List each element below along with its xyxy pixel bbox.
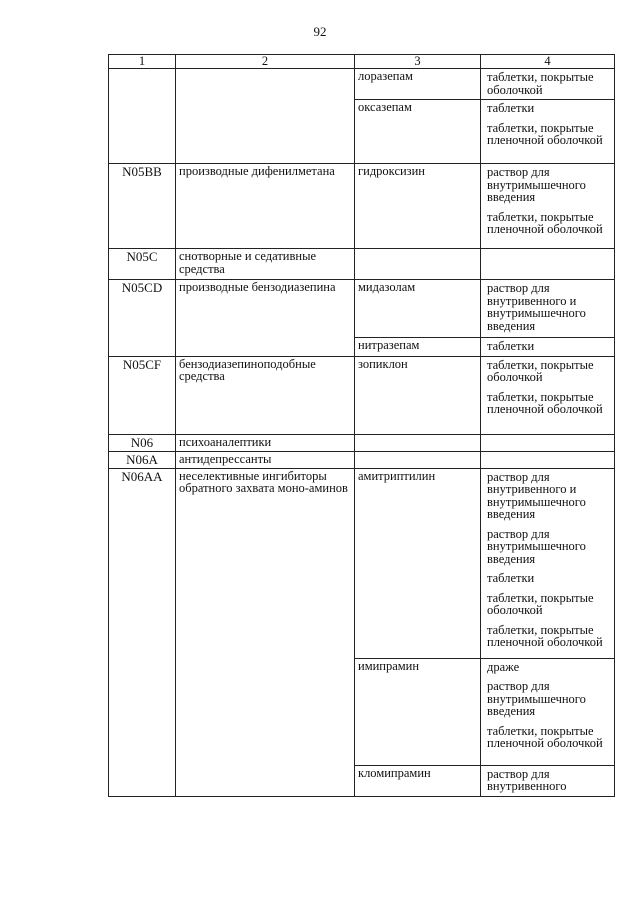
dosage-forms bbox=[481, 658, 615, 765]
atc-code: N06 bbox=[109, 434, 176, 451]
table-row bbox=[109, 249, 615, 280]
table-row bbox=[109, 434, 615, 451]
dosage-form: раствор для внутривенного и внутримышечного введения bbox=[487, 469, 586, 521]
atc-code: N05C bbox=[109, 249, 176, 280]
drug-name: зопиклон bbox=[355, 356, 481, 434]
group-name: производные дифенилметана bbox=[176, 164, 355, 249]
table-header-row bbox=[109, 55, 615, 69]
page-number: 92 bbox=[313, 24, 327, 39]
dosage-form: таблетки, покрытые пленочной оболочкой bbox=[487, 389, 603, 416]
drug-name: гидроксизин bbox=[355, 164, 481, 249]
dosage-forms bbox=[481, 280, 615, 338]
column-header-1: 1 bbox=[109, 55, 176, 69]
table-row bbox=[109, 468, 615, 658]
dosage-forms bbox=[481, 164, 615, 249]
group-name: психоаналептики bbox=[176, 434, 355, 451]
drug-name: лоразепам bbox=[355, 69, 481, 100]
atc-code: N05CF bbox=[109, 356, 176, 434]
drug-name: амитриптилин bbox=[355, 468, 481, 658]
group-name: неселективные ингибиторы обратного захвата моно-аминов bbox=[176, 468, 355, 796]
atc-code: N06AA bbox=[109, 468, 176, 796]
drug-name: мидазолам bbox=[355, 280, 481, 338]
table-row bbox=[109, 69, 615, 100]
dosage-form: таблетки, покрытые пленочной оболочкой bbox=[487, 120, 603, 147]
dosage-form: таблетки, покрытые оболочкой bbox=[487, 590, 594, 617]
dosage-forms bbox=[481, 338, 615, 357]
drug-name: имипрамин bbox=[355, 658, 481, 765]
dosage-form: таблетки bbox=[487, 101, 535, 115]
dosage-form: таблетки, покрытые пленочной оболочкой bbox=[487, 622, 603, 649]
dosage-form: раствор для внутривенного bbox=[487, 766, 567, 793]
drug-name-empty bbox=[355, 249, 481, 280]
dosage-forms bbox=[481, 468, 615, 658]
drug-name-empty bbox=[355, 434, 481, 451]
column-header-4: 4 bbox=[481, 55, 615, 69]
group-name: снотворные и седативные средства bbox=[176, 249, 355, 280]
dosage-form: раствор для внутривенного и внутримышечного введения bbox=[487, 281, 586, 333]
dosage-form-empty bbox=[481, 249, 615, 280]
drug-name: нитразепам bbox=[355, 338, 481, 357]
dosage-form: раствор для внутримышечного введения bbox=[487, 526, 586, 566]
table-body bbox=[109, 69, 615, 797]
drug-list-table bbox=[108, 54, 615, 797]
group-name bbox=[176, 69, 355, 164]
dosage-form-empty bbox=[481, 451, 615, 468]
dosage-form: драже bbox=[487, 659, 520, 674]
dosage-form: таблетки bbox=[487, 339, 535, 353]
dosage-form: раствор для внутримышечного введения bbox=[487, 679, 586, 718]
dosage-form: таблетки, покрытые оболочкой bbox=[487, 357, 594, 384]
table-row bbox=[109, 451, 615, 468]
dosage-forms bbox=[481, 765, 615, 796]
drug-name-empty bbox=[355, 451, 481, 468]
group-name: бензодиазепиноподобные средства bbox=[176, 356, 355, 434]
dosage-forms bbox=[481, 356, 615, 434]
atc-code: N05CD bbox=[109, 280, 176, 357]
dosage-form: таблетки bbox=[487, 571, 535, 585]
drug-name: кломипрамин bbox=[355, 765, 481, 796]
dosage-form: таблетки, покрытые пленочной оболочкой bbox=[487, 723, 603, 750]
column-header-3: 3 bbox=[355, 55, 481, 69]
group-name: антидепрессанты bbox=[176, 451, 355, 468]
dosage-form: таблетки, покрытые пленочной оболочкой bbox=[487, 209, 603, 236]
table-row bbox=[109, 280, 615, 338]
dosage-form-empty bbox=[481, 434, 615, 451]
atc-code: N05BB bbox=[109, 164, 176, 249]
dosage-form: таблетки, покрытые оболочкой bbox=[487, 70, 594, 97]
atc-code: N06A bbox=[109, 451, 176, 468]
dosage-form: раствор для внутримышечного введения bbox=[487, 165, 586, 204]
table-row bbox=[109, 356, 615, 434]
dosage-forms bbox=[481, 69, 615, 100]
atc-code bbox=[109, 69, 176, 164]
column-header-2: 2 bbox=[176, 55, 355, 69]
group-name: производные бензодиазепина bbox=[176, 280, 355, 357]
dosage-forms bbox=[481, 100, 615, 164]
drug-name: оксазепам bbox=[355, 100, 481, 164]
table-row bbox=[109, 164, 615, 249]
